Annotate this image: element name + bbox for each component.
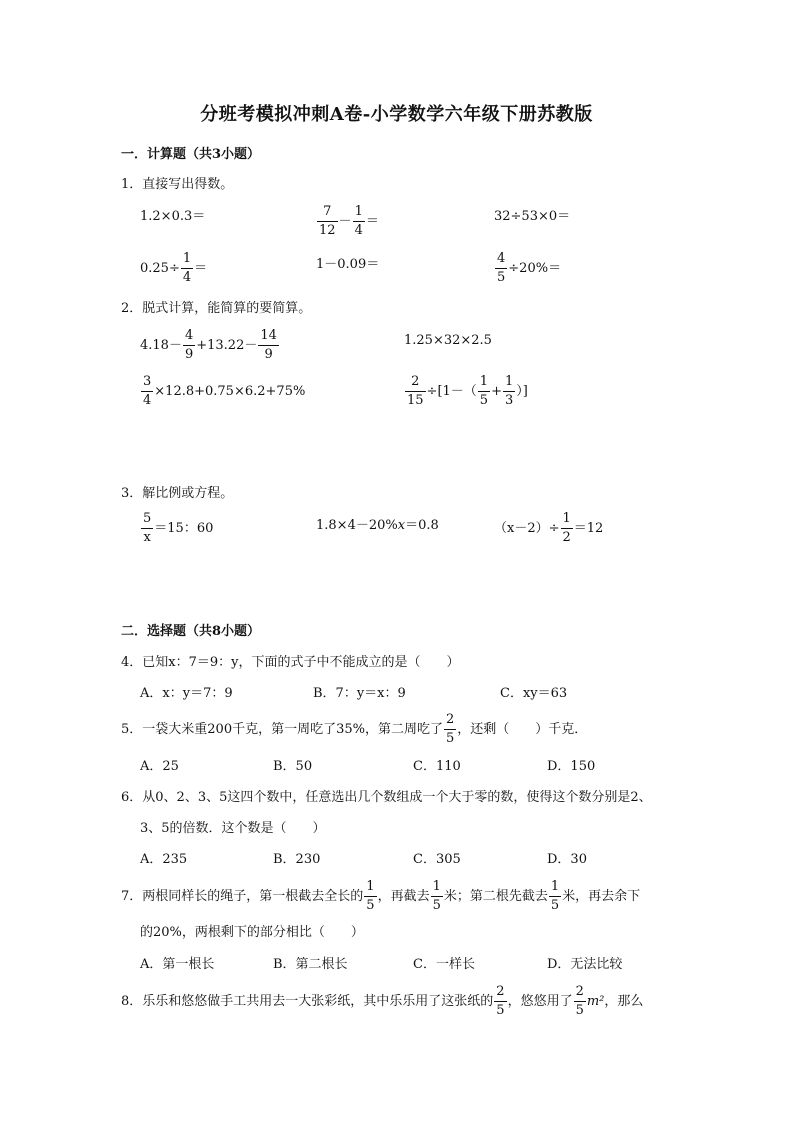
question-6-stem-line1: 6．从0、2、3、5这四个数中，任意选出几个数组成一个大于零的数，使得这个数分别是2、 <box>121 790 652 805</box>
fraction: $\frac{4}{9}$ <box>184 328 194 362</box>
question-1-stem: 1．直接写出得数。 <box>121 177 234 192</box>
q1-item-f: $\frac{4}{5}$ ÷20%＝ <box>497 251 562 285</box>
q1-item-e: 1－0.09＝ <box>316 257 380 272</box>
q6-option-d: D．30 <box>547 852 587 867</box>
question-7-stem-line1: 7．两根同样长的绳子，第一根截去全长的 $\frac{1}{5}$ ，再截去 $\frac{1}{5}$ 米；第二根先截去 $\frac{1}{5}$ 米，再去余下 <box>121 879 641 913</box>
q7-option-c: C．一样长 <box>413 957 475 972</box>
q1-item-b: $\frac{7}{12}$ － $\frac{1}{4}$ ＝ <box>319 204 379 238</box>
q4-option-b: B．7：y＝x：9 <box>313 686 406 701</box>
fraction: $\frac{2}{5}$ <box>445 712 455 746</box>
fraction: $\frac{1}{2}$ <box>562 511 571 545</box>
fraction: $\frac{1}{5}$ <box>366 879 375 913</box>
q7-option-b: B．第二根长 <box>273 957 348 972</box>
q3-item-a: $\frac{5}{x}$ ＝15：60 <box>143 511 214 545</box>
q4-option-c: C．xy＝63 <box>500 686 568 701</box>
fraction: $\frac{2}{5}$ <box>496 984 505 1018</box>
question-8-stem: 8．乐乐和悠悠做手工共用去一大张彩纸，其中乐乐用了这张纸的 $\frac{2}{5}$ ，悠悠用了 $\frac{2}{5}$ m²，那么 <box>121 984 644 1018</box>
q7-option-a: A．第一根长 <box>140 957 215 972</box>
question-7-stem-line2: 的20%，两根剩下的部分相比（ ） <box>140 925 364 940</box>
fraction: $\frac{1}{3}$ <box>504 374 514 408</box>
q5-option-d: D．150 <box>547 759 596 774</box>
fraction: $\frac{1}{5}$ <box>479 374 489 408</box>
fraction: $\frac{3}{4}$ <box>143 374 152 408</box>
q1-item-d: 0.25÷ $\frac{1}{4}$ ＝ <box>140 251 208 285</box>
section-heading-choice: 二．选择题（共8小题） <box>121 624 261 639</box>
q2-item-a: 4.18－ $\frac{4}{9}$ +13.22－ $\frac{14}{9}$ <box>140 328 277 362</box>
q7-option-d: D．无法比较 <box>547 957 623 972</box>
q6-option-a: A．235 <box>140 852 188 867</box>
q4-option-a: A．x：y＝7：9 <box>140 686 233 701</box>
q5-option-c: C．110 <box>413 759 461 774</box>
fraction: $\frac{1}{4}$ <box>182 251 192 285</box>
q2-item-b: 1.25×32×2.5 <box>404 333 492 348</box>
q3-item-c: （x－2）÷ $\frac{1}{2}$ ＝12 <box>494 511 604 545</box>
q2-item-c: $\frac{3}{4}$ ×12.8+0.75×6.2+75% <box>143 374 306 408</box>
q3-item-b: 1.8×4－20%x＝0.8 <box>316 518 439 533</box>
question-3-stem: 3．解比例或方程。 <box>121 486 234 501</box>
question-6-stem-line2: 3、5的倍数．这个数是（ ） <box>140 821 326 836</box>
q1-item-a: 1.2×0.3＝ <box>140 209 206 224</box>
question-2-stem: 2．脱式计算，能简算的要简算。 <box>121 301 312 316</box>
q5-option-a: A．25 <box>140 759 179 774</box>
q1-item-c: 32÷53×0＝ <box>494 209 571 224</box>
fraction: $\frac{2}{15}$ <box>407 374 424 408</box>
fraction: $\frac{14}{9}$ <box>260 328 277 362</box>
fraction: $\frac{1}{4}$ <box>354 204 363 238</box>
section-heading-calculation: 一．计算题（共3小题） <box>121 147 261 162</box>
q6-option-c: C．305 <box>413 852 461 867</box>
page-title: 分班考模拟冲刺A卷-小学数学六年级下册苏教版 <box>200 104 593 125</box>
q6-option-b: B．230 <box>273 852 321 867</box>
fraction: $\frac{7}{12}$ <box>319 204 336 238</box>
fraction: $\frac{1}{5}$ <box>432 879 441 913</box>
q2-item-d: $\frac{2}{15}$ ÷[1－（ $\frac{1}{5}$ + $\frac{1}{3}$ ）] <box>407 374 528 408</box>
q5-option-b: B．50 <box>273 759 313 774</box>
fraction: $\frac{1}{5}$ <box>550 879 560 913</box>
question-5-stem: 5．一袋大米重200千克，第一周吃了35%，第二周吃了 $\frac{2}{5}$ ，还剩（ ）千克． <box>121 712 588 746</box>
fraction: $\frac{5}{x}$ <box>143 511 152 545</box>
question-4-stem: 4．已知x：7＝9：y，下面的式子中不能成立的是（ ） <box>121 655 460 670</box>
fraction: $\frac{4}{5}$ <box>497 251 506 285</box>
fraction: $\frac{2}{5}$ <box>575 984 584 1018</box>
